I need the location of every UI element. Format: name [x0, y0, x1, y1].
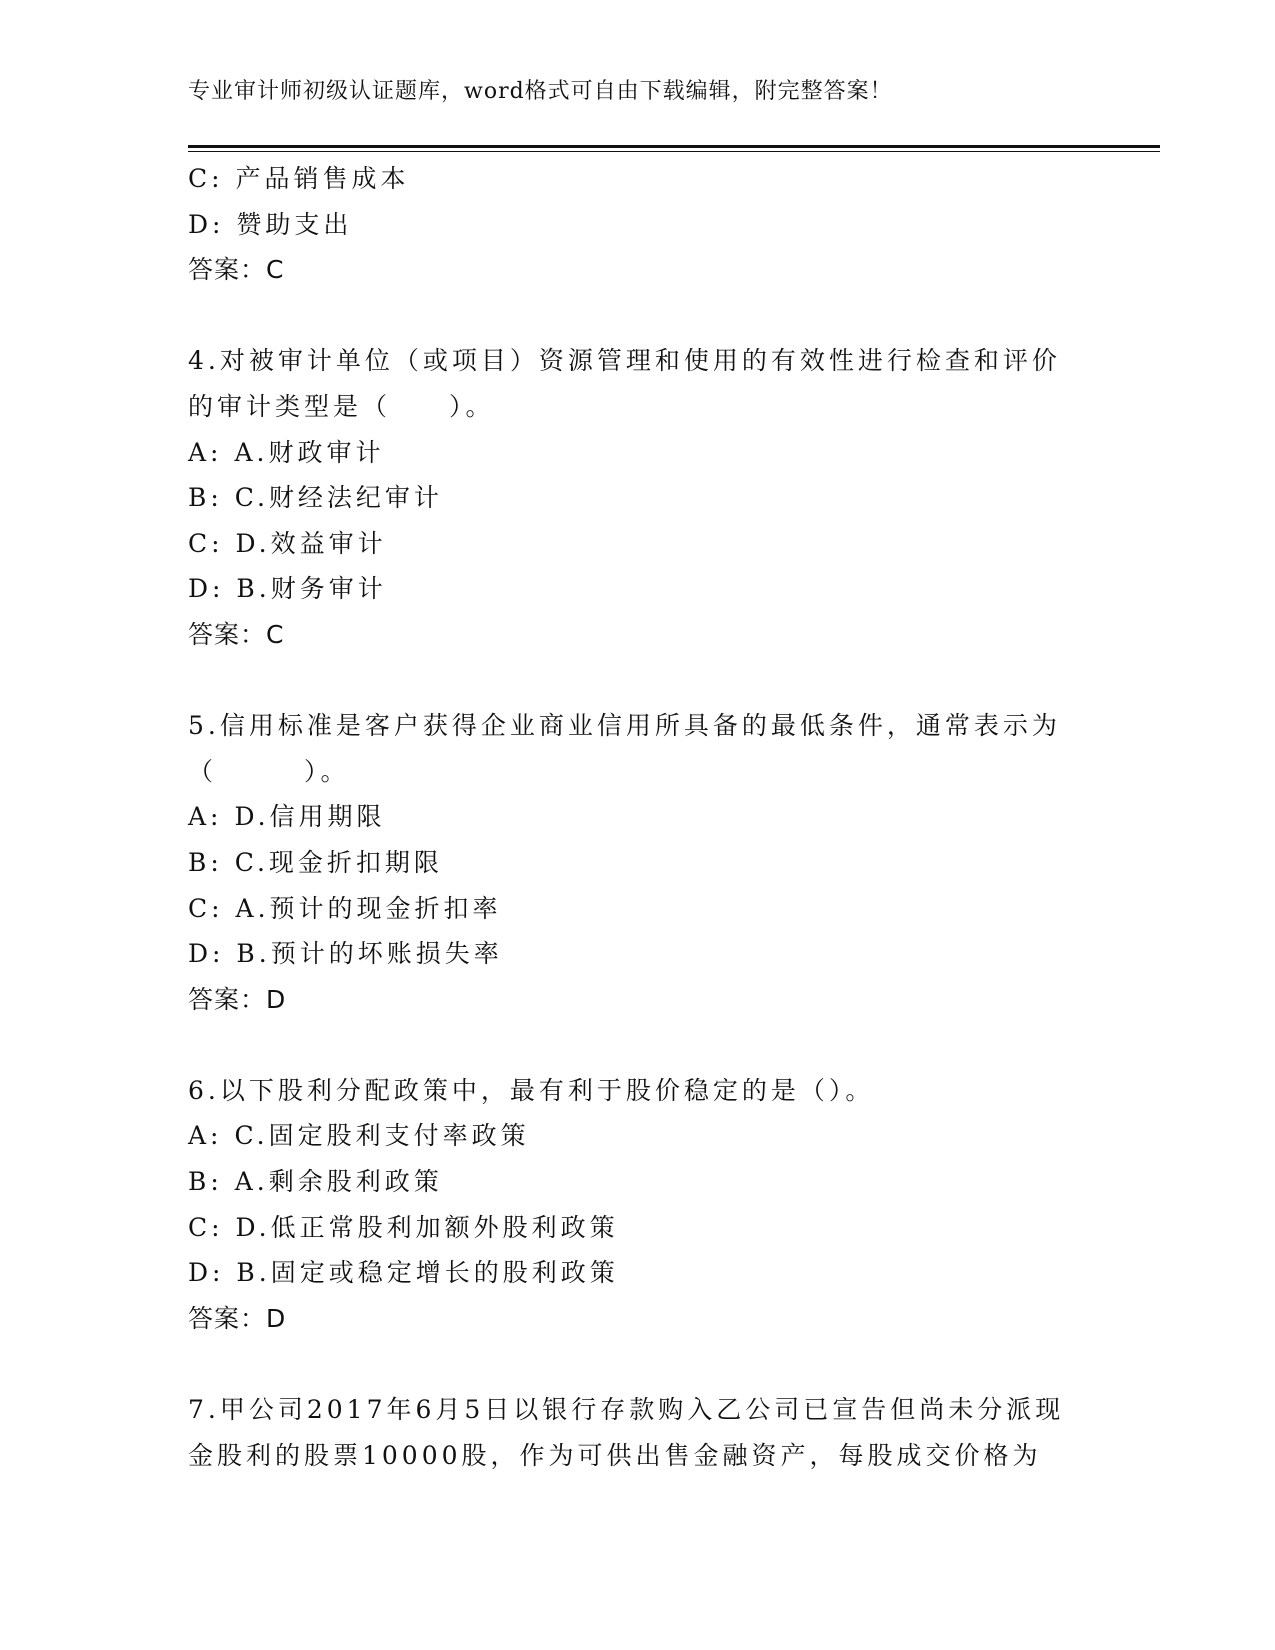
q3-option-d — [188, 202, 1088, 248]
q4-option-c — [188, 521, 1088, 567]
option-label: C: — [188, 1212, 224, 1242]
q6-option-b — [188, 1159, 1088, 1205]
q4-option-b — [188, 475, 1088, 521]
option-text: A.财政审计 — [234, 437, 385, 467]
header-rule-thick — [188, 145, 1160, 148]
option-label: D: — [188, 1258, 225, 1288]
q6-stem-line-1: 6.以下股利分配政策中，最有利于股价稳定的是（）。 — [188, 1075, 875, 1105]
spacer — [188, 293, 1088, 339]
option-text: D.信用期限 — [234, 802, 386, 832]
q4-option-d — [188, 566, 1088, 612]
q5-option-b — [188, 840, 1088, 886]
option-text: D.低正常股利加额外股利政策 — [235, 1212, 619, 1242]
q5-stem-line-1: 5.信用标准是客户获得企业商业信用所具备的最低条件，通常表示为 — [188, 711, 1061, 741]
option-label: A: — [188, 437, 223, 467]
q3-option-c — [188, 156, 1088, 202]
spacer — [188, 1022, 1088, 1068]
option-label: C: — [188, 528, 224, 558]
q4-stem-line-2: 的审计类型是（ ）。 — [188, 391, 495, 421]
q6-answer: 答案：D — [188, 1303, 287, 1333]
q5-stem-line-2: （ ）。 — [188, 756, 350, 786]
q5-option-d — [188, 931, 1088, 977]
spacer — [188, 658, 1088, 704]
header-rule-thin — [188, 151, 1160, 152]
q7-stem-line-1: 7.甲公司2017年6月5日以银行存款购入乙公司已宣告但尚未分派现 — [188, 1395, 1065, 1425]
document-header: 专业审计师初级认证题库，word格式可自由下载编辑，附完整答案！ — [188, 79, 893, 104]
option-label: D: — [188, 209, 225, 239]
q6-option-c — [188, 1205, 1088, 1251]
q6-option-a — [188, 1113, 1088, 1159]
q6-option-d — [188, 1250, 1088, 1296]
option-label: C: — [188, 893, 224, 923]
option-text: C.财经法纪审计 — [234, 483, 443, 513]
option-label: B: — [188, 1167, 223, 1197]
option-text: C.固定股利支付率政策 — [234, 1121, 530, 1151]
option-text: 赞助支出 — [236, 209, 353, 239]
option-label: A: — [188, 802, 223, 832]
option-label: B: — [188, 483, 223, 513]
option-text: B.财务审计 — [236, 574, 387, 604]
option-text: D.效益审计 — [235, 528, 387, 558]
option-text: B.固定或稳定增长的股利政策 — [236, 1258, 619, 1288]
option-label: D: — [188, 939, 225, 969]
option-text: C.现金折扣期限 — [234, 847, 443, 877]
option-label: B: — [188, 847, 223, 877]
option-label: D: — [188, 574, 225, 604]
q5-option-a — [188, 794, 1088, 840]
q4-stem-line-1: 4.对被审计单位（或项目）资源管理和使用的有效性进行检查和评价 — [188, 346, 1061, 376]
option-text: A.剩余股利政策 — [234, 1167, 443, 1197]
question-content — [188, 156, 1088, 1478]
option-text: B.预计的坏账损失率 — [236, 939, 503, 969]
option-label: A: — [188, 1121, 223, 1151]
q5-option-c — [188, 886, 1088, 932]
q4-answer: 答案：C — [188, 619, 285, 649]
q5-answer: 答案：D — [188, 984, 287, 1014]
option-text: 产品销售成本 — [235, 164, 410, 193]
q7-stem-line-2: 金股利的股票10000股，作为可供出售金融资产，每股成交价格为 — [188, 1440, 1042, 1470]
spacer — [188, 1341, 1088, 1387]
q4-option-a — [188, 430, 1088, 476]
option-label: C: — [188, 164, 224, 193]
option-text: A.预计的现金折扣率 — [235, 893, 502, 923]
q3-answer: 答案：C — [188, 255, 285, 285]
